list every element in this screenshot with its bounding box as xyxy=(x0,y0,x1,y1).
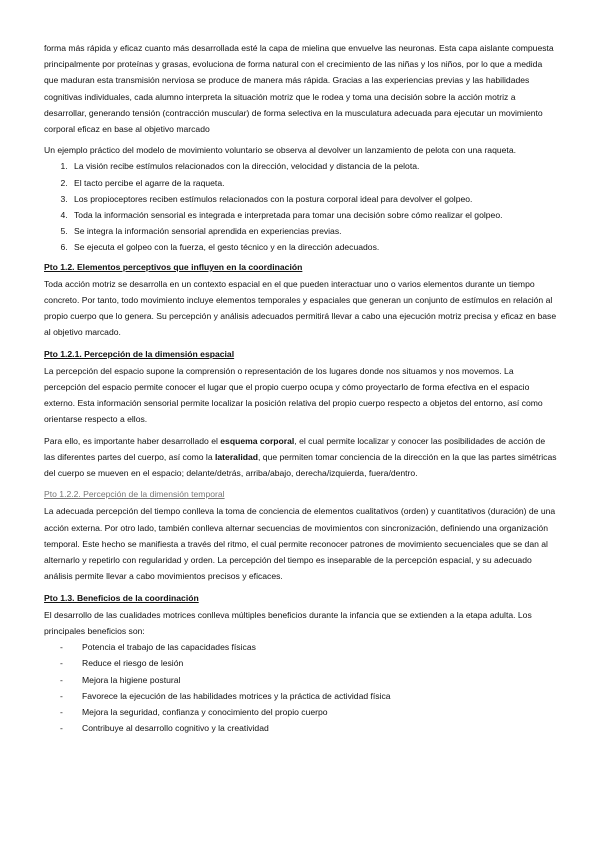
list-item xyxy=(60,688,558,704)
text-run: , que permiten tomar conciencia de la dirección en la que las partes simétricas del cuerpo se mueven en el espacio; delante/detrás, arriba/abajo, derecha/izquierda, fuera/dentro. xyxy=(44,451,557,479)
intro-paragraph-1: forma más rápida y eficaz cuanto más desarrollada esté la capa de mielina que envuelve las neuronas. Esta capa aislante compuesta principalmente por proteínas y grasas, evoluciona de forma natural con el crecimiento de las niñas y los niños, por lo que a medida que maduran esta transmisión nerviosa se produce de manera más rápida. Gracias a las experiencias previas y las habilidades cognitivas individuales, cada alumno interpreta la situación motriz que le rodea y toma una decisión sobre la acción motriz a desarrollar, generando tensión (contracción muscular) de forma selectiva en la musculatura adecuada para ejecutar un movimiento corporal eficaz en base al objetivo marcado xyxy=(44,43,554,135)
list-item: 6. Se ejecuta el golpeo con la fuerza, el gesto técnico y en la dirección adecuados. xyxy=(70,239,558,255)
section-heading-1-3: Pto 1.3. Beneficios de la coordinación xyxy=(44,592,199,603)
intro-paragraph-2: Un ejemplo práctico del modelo de movimiento voluntario se observa al devolver un lanzamiento de pelota con una raqueta. xyxy=(44,145,516,156)
list-item xyxy=(60,655,558,671)
esquema-corporal-term: esquema corporal xyxy=(220,435,295,446)
list-item: 1. La visión recibe estímulos relacionados con la dirección, velocidad y distancia de la pelota. xyxy=(70,158,558,174)
section-heading-1-2: Pto 1.2. Elementos perceptivos que influyen en la coordinación xyxy=(44,261,303,272)
list-item xyxy=(60,639,558,655)
text-run: , el cual permite localizar y conocer las posibilidades de acción de las diferentes partes del cuerpo, así como la xyxy=(44,435,546,462)
list-item: 5. Se integra la información sensorial aprendida en experiencias previas. xyxy=(70,223,558,239)
dash-bullet: - xyxy=(60,674,63,685)
benefit-text: Reduce el riesgo de lesión xyxy=(82,658,184,669)
benefits-list xyxy=(44,639,558,736)
section-1-2-1-paragraph-2 xyxy=(44,433,558,482)
section-1-3-paragraph: El desarrollo de las cualidades motrices conlleva múltiples beneficios durante la infancia que se extienden a la etapa adulta. Los principales beneficios son: xyxy=(44,609,532,636)
list-item: 2. El tacto percibe el agarre de la raqueta. xyxy=(70,175,558,191)
text-run: Para ello, es importante haber desarrollado el xyxy=(44,435,221,446)
steps-list xyxy=(44,158,558,255)
dash-bullet: - xyxy=(60,690,63,701)
dash-bullet: - xyxy=(60,723,63,734)
section-1-2-1-paragraph-1: La percepción del espacio supone la comprensión o representación de los lugares donde nos situamos y nos movemos. La percepción del espacio permite conocer el lugar que el propio cuerpo ocupa y cómo proyectarlo de forma efectiva en el espacio externo. Esta información sensorial permite localizar la posición relativa del propio cuerpo respecto a objetos del entorno, así como orientarse respecto a ellos. xyxy=(44,365,543,425)
benefit-text: Contribuye al desarrollo cognitivo y la creatividad xyxy=(82,723,269,734)
section-heading-1-2-2: Pto 1.2.2. Percepción de la dimensión temporal xyxy=(44,489,225,500)
benefit-text: Mejora la seguridad, confianza y conocimiento del propio cuerpo xyxy=(82,706,328,717)
lateralidad-term: lateralidad xyxy=(215,451,259,462)
dash-bullet: - xyxy=(60,658,63,669)
list-item xyxy=(60,720,558,736)
list-item: 4. Toda la información sensorial es integrada e interpretada para tomar una decisión sobre cómo realizar el golpeo. xyxy=(70,207,558,223)
dash-bullet: - xyxy=(60,706,63,717)
benefit-text: Favorece la ejecución de las habilidades motrices y la práctica de actividad física xyxy=(82,690,391,701)
benefit-text: Potencia el trabajo de las capacidades físicas xyxy=(82,642,256,653)
section-1-2-paragraph: Toda acción motriz se desarrolla en un contexto espacial en el que pueden interactuar uno o varios elementos durante un tiempo concreto. Por tanto, todo movimiento incluye elementos temporales y espaciales que generan un conjunto de estímulos en relación al propio cuerpo que lo genera. Su percepción y análisis adecuados permitirá llevar a cabo una ejecución motriz precisa y eficaz en base al objetivo marcado. xyxy=(44,278,557,338)
benefit-text: Mejora la higiene postural xyxy=(82,674,181,685)
dash-bullet: - xyxy=(60,642,63,653)
document-page xyxy=(44,40,558,736)
list-item: 3. Los propioceptores reciben estímulos relacionados con la postura corporal ideal para devolver el golpeo. xyxy=(70,191,558,207)
list-item xyxy=(60,672,558,688)
list-item xyxy=(60,704,558,720)
section-heading-1-2-1: Pto 1.2.1. Percepción de la dimensión espacial xyxy=(44,348,235,359)
section-1-2-2-paragraph: La adecuada percepción del tiempo conlleva la toma de conciencia de elementos cualitativos (orden) y cuantitativos (duración) de una acción externa. Por otro lado, también conlleva alternar secuencias de movimientos con sincronización, definiendo una organización temporal. Este hecho se manifiesta a través del ritmo, el cual permite reconocer patrones de movimiento secuenciales que se dan al alternarlo y repetirlo con regularidad y orden. La percepción del tiempo es inseparable de la percepción espacial, y su adecuado análisis permite llevar a cabo movimientos precisos y eficaces. xyxy=(44,506,556,582)
